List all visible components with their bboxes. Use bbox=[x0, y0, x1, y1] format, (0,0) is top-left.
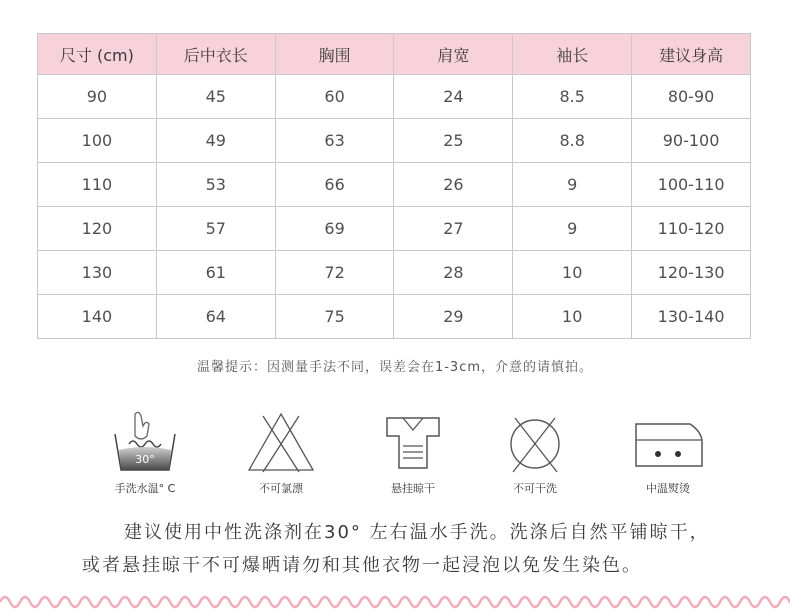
table-cell: 29 bbox=[394, 295, 513, 339]
table-cell: 120 bbox=[38, 207, 157, 251]
iron-label: 中温熨烫 bbox=[646, 482, 690, 495]
no-dry-clean-icon bbox=[495, 408, 575, 478]
table-cell: 90 bbox=[38, 75, 157, 119]
table-row bbox=[38, 163, 751, 207]
table-cell: 24 bbox=[394, 75, 513, 119]
no-bleach-icon bbox=[241, 408, 321, 478]
table-cell: 66 bbox=[275, 163, 394, 207]
table-row bbox=[38, 251, 751, 295]
table-row bbox=[38, 295, 751, 339]
table-cell: 110 bbox=[38, 163, 157, 207]
hand-wash-label: 手洗水温° C bbox=[114, 482, 176, 495]
table-cell: 28 bbox=[394, 251, 513, 295]
svg-text:30°: 30° bbox=[135, 453, 155, 466]
table-header-row bbox=[38, 34, 751, 75]
table-cell: 100 bbox=[38, 119, 157, 163]
table-cell: 75 bbox=[275, 295, 394, 339]
table-cell: 10 bbox=[513, 295, 632, 339]
table-cell: 49 bbox=[156, 119, 275, 163]
table-cell: 61 bbox=[156, 251, 275, 295]
care-hang-dry bbox=[358, 408, 468, 498]
table-cell: 25 bbox=[394, 119, 513, 163]
hang-dry-icon bbox=[373, 408, 453, 478]
table-cell: 8.5 bbox=[513, 75, 632, 119]
header-chest: 胸围 bbox=[275, 34, 394, 75]
table-cell: 60 bbox=[275, 75, 394, 119]
hand-wash-icon bbox=[105, 408, 185, 478]
table-cell: 64 bbox=[156, 295, 275, 339]
table-row bbox=[38, 119, 751, 163]
table-cell: 72 bbox=[275, 251, 394, 295]
header-shoulder: 肩宽 bbox=[394, 34, 513, 75]
header-size: 尺寸 (cm) bbox=[38, 34, 157, 75]
care-hand-wash bbox=[90, 408, 200, 498]
table-row bbox=[38, 75, 751, 119]
table-cell: 9 bbox=[513, 207, 632, 251]
table-cell: 80-90 bbox=[632, 75, 751, 119]
table-cell: 10 bbox=[513, 251, 632, 295]
table-cell: 120-130 bbox=[632, 251, 751, 295]
care-no-dry-clean bbox=[480, 408, 590, 498]
care-no-bleach bbox=[226, 408, 336, 498]
header-back-length: 后中衣长 bbox=[156, 34, 275, 75]
table-cell: 57 bbox=[156, 207, 275, 251]
care-iron bbox=[613, 408, 723, 498]
table-cell: 9 bbox=[513, 163, 632, 207]
hang-dry-label: 悬挂晾干 bbox=[391, 482, 435, 495]
table-cell: 140 bbox=[38, 295, 157, 339]
table-cell: 130 bbox=[38, 251, 157, 295]
header-sleeve: 袖长 bbox=[513, 34, 632, 75]
wave-border bbox=[0, 590, 790, 612]
instructions-line-1: 建议使用中性洗涤剂在30° 左右温水手洗。洗涤后自然平铺晾干， bbox=[124, 522, 710, 543]
table-cell: 110-120 bbox=[632, 207, 751, 251]
table-row bbox=[38, 207, 751, 251]
table-cell: 63 bbox=[275, 119, 394, 163]
table-cell: 27 bbox=[394, 207, 513, 251]
table-cell: 100-110 bbox=[632, 163, 751, 207]
table-cell: 53 bbox=[156, 163, 275, 207]
size-table bbox=[37, 33, 751, 339]
header-height: 建议身高 bbox=[632, 34, 751, 75]
table-cell: 69 bbox=[275, 207, 394, 251]
instructions-line-2: 或者悬挂晾干不可爆晒请勿和其他衣物一起浸泡以免发生染色。 bbox=[82, 555, 642, 576]
table-cell: 90-100 bbox=[632, 119, 751, 163]
no-bleach-label: 不可氯漂 bbox=[259, 482, 303, 495]
table-cell: 8.8 bbox=[513, 119, 632, 163]
measurement-note: 温馨提示：因测量手法不同，误差会在1-3cm，介意的请慎拍。 bbox=[196, 360, 594, 375]
table-cell: 130-140 bbox=[632, 295, 751, 339]
table-cell: 45 bbox=[156, 75, 275, 119]
no-dry-clean-label: 不可干洗 bbox=[513, 482, 557, 495]
table-cell: 26 bbox=[394, 163, 513, 207]
iron-icon bbox=[628, 408, 708, 478]
